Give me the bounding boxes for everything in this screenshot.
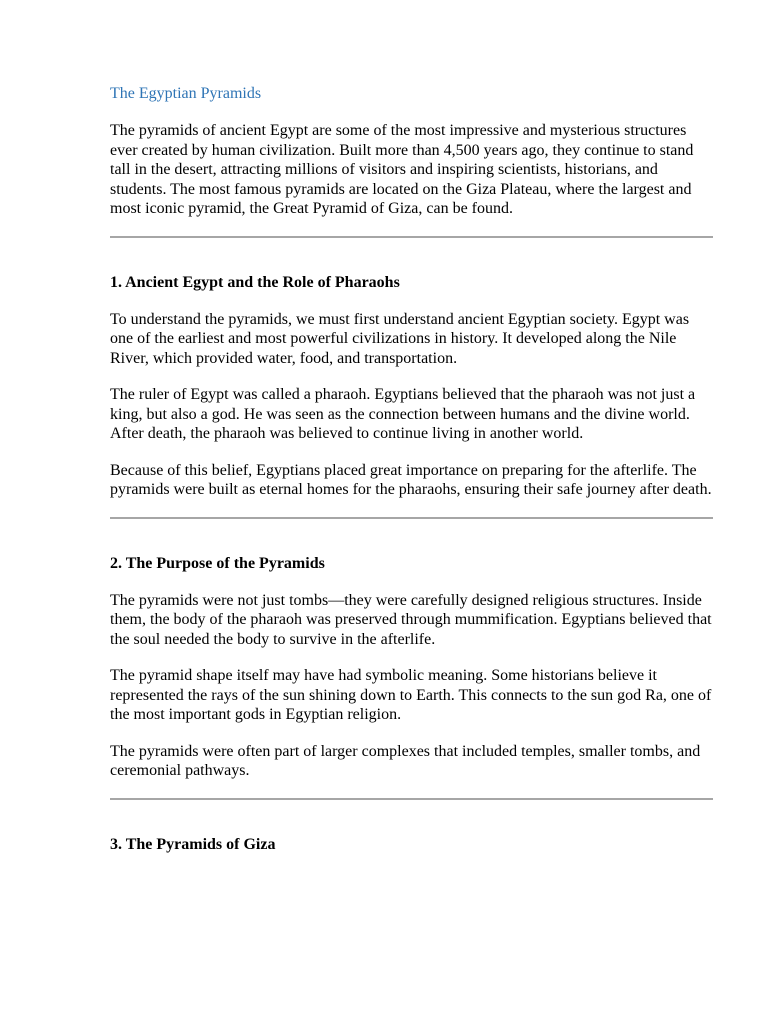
- section-heading-ancient-egypt: 1. Ancient Egypt and the Role of Pharaohs: [110, 273, 400, 291]
- paragraph: The pyramids were often part of larger complexes that included temples, smaller tombs, and ceremonial pathways.: [110, 742, 701, 779]
- section-divider: [110, 236, 713, 238]
- paragraph: The pyramids were not just tombs—they were carefully designed religious structures. Inside them, the body of the pharaoh was preserved through mummification. Egyptians believed that the soul needed the body to survive in the afterlife.: [110, 591, 712, 648]
- section-heading-giza: 3. The Pyramids of Giza: [110, 835, 276, 853]
- section-divider: [110, 798, 713, 800]
- section-divider: [110, 517, 713, 519]
- paragraph: Because of this belief, Egyptians placed great importance on preparing for the afterlife. The pyramids were built as eternal homes for the pharaohs, ensuring their safe journey after death.: [110, 461, 712, 498]
- document-title: The Egyptian Pyramids: [110, 85, 262, 102]
- paragraph: The ruler of Egypt was called a pharaoh. Egyptians believed that the pharaoh was not just a king, but also a god. He was seen as the connection between humans and the divine world. After death, the pharaoh was believed to continue living in another world.: [110, 386, 696, 442]
- section-heading-purpose: 2. The Purpose of the Pyramids: [110, 554, 325, 572]
- paragraph: To understand the pyramids, we must first understand ancient Egyptian society. Egypt was one of the earliest and most powerful civilizations in history. It developed along the Nile River, which provided water, food, and transportation.: [110, 310, 690, 367]
- paragraph: The pyramid shape itself may have had symbolic meaning. Some historians believe it represented the rays of the sun shining down to Earth. This connects to the sun god Ra, one of the most important gods in Egyptian religion.: [110, 667, 712, 723]
- intro-paragraph: The pyramids of ancient Egypt are some of the most impressive and mysterious structures ever created by human civilization. Built more than 4,500 years ago, they continue to stand tall in the desert, attracting millions of visitors and inspiring scientists, historians, and students. The most famous pyramids are located on the Giza Plateau, where the largest and most iconic pyramid, the Great Pyramid of Giza, can be found.: [110, 122, 694, 217]
- document-page: [110, 84, 714, 872]
